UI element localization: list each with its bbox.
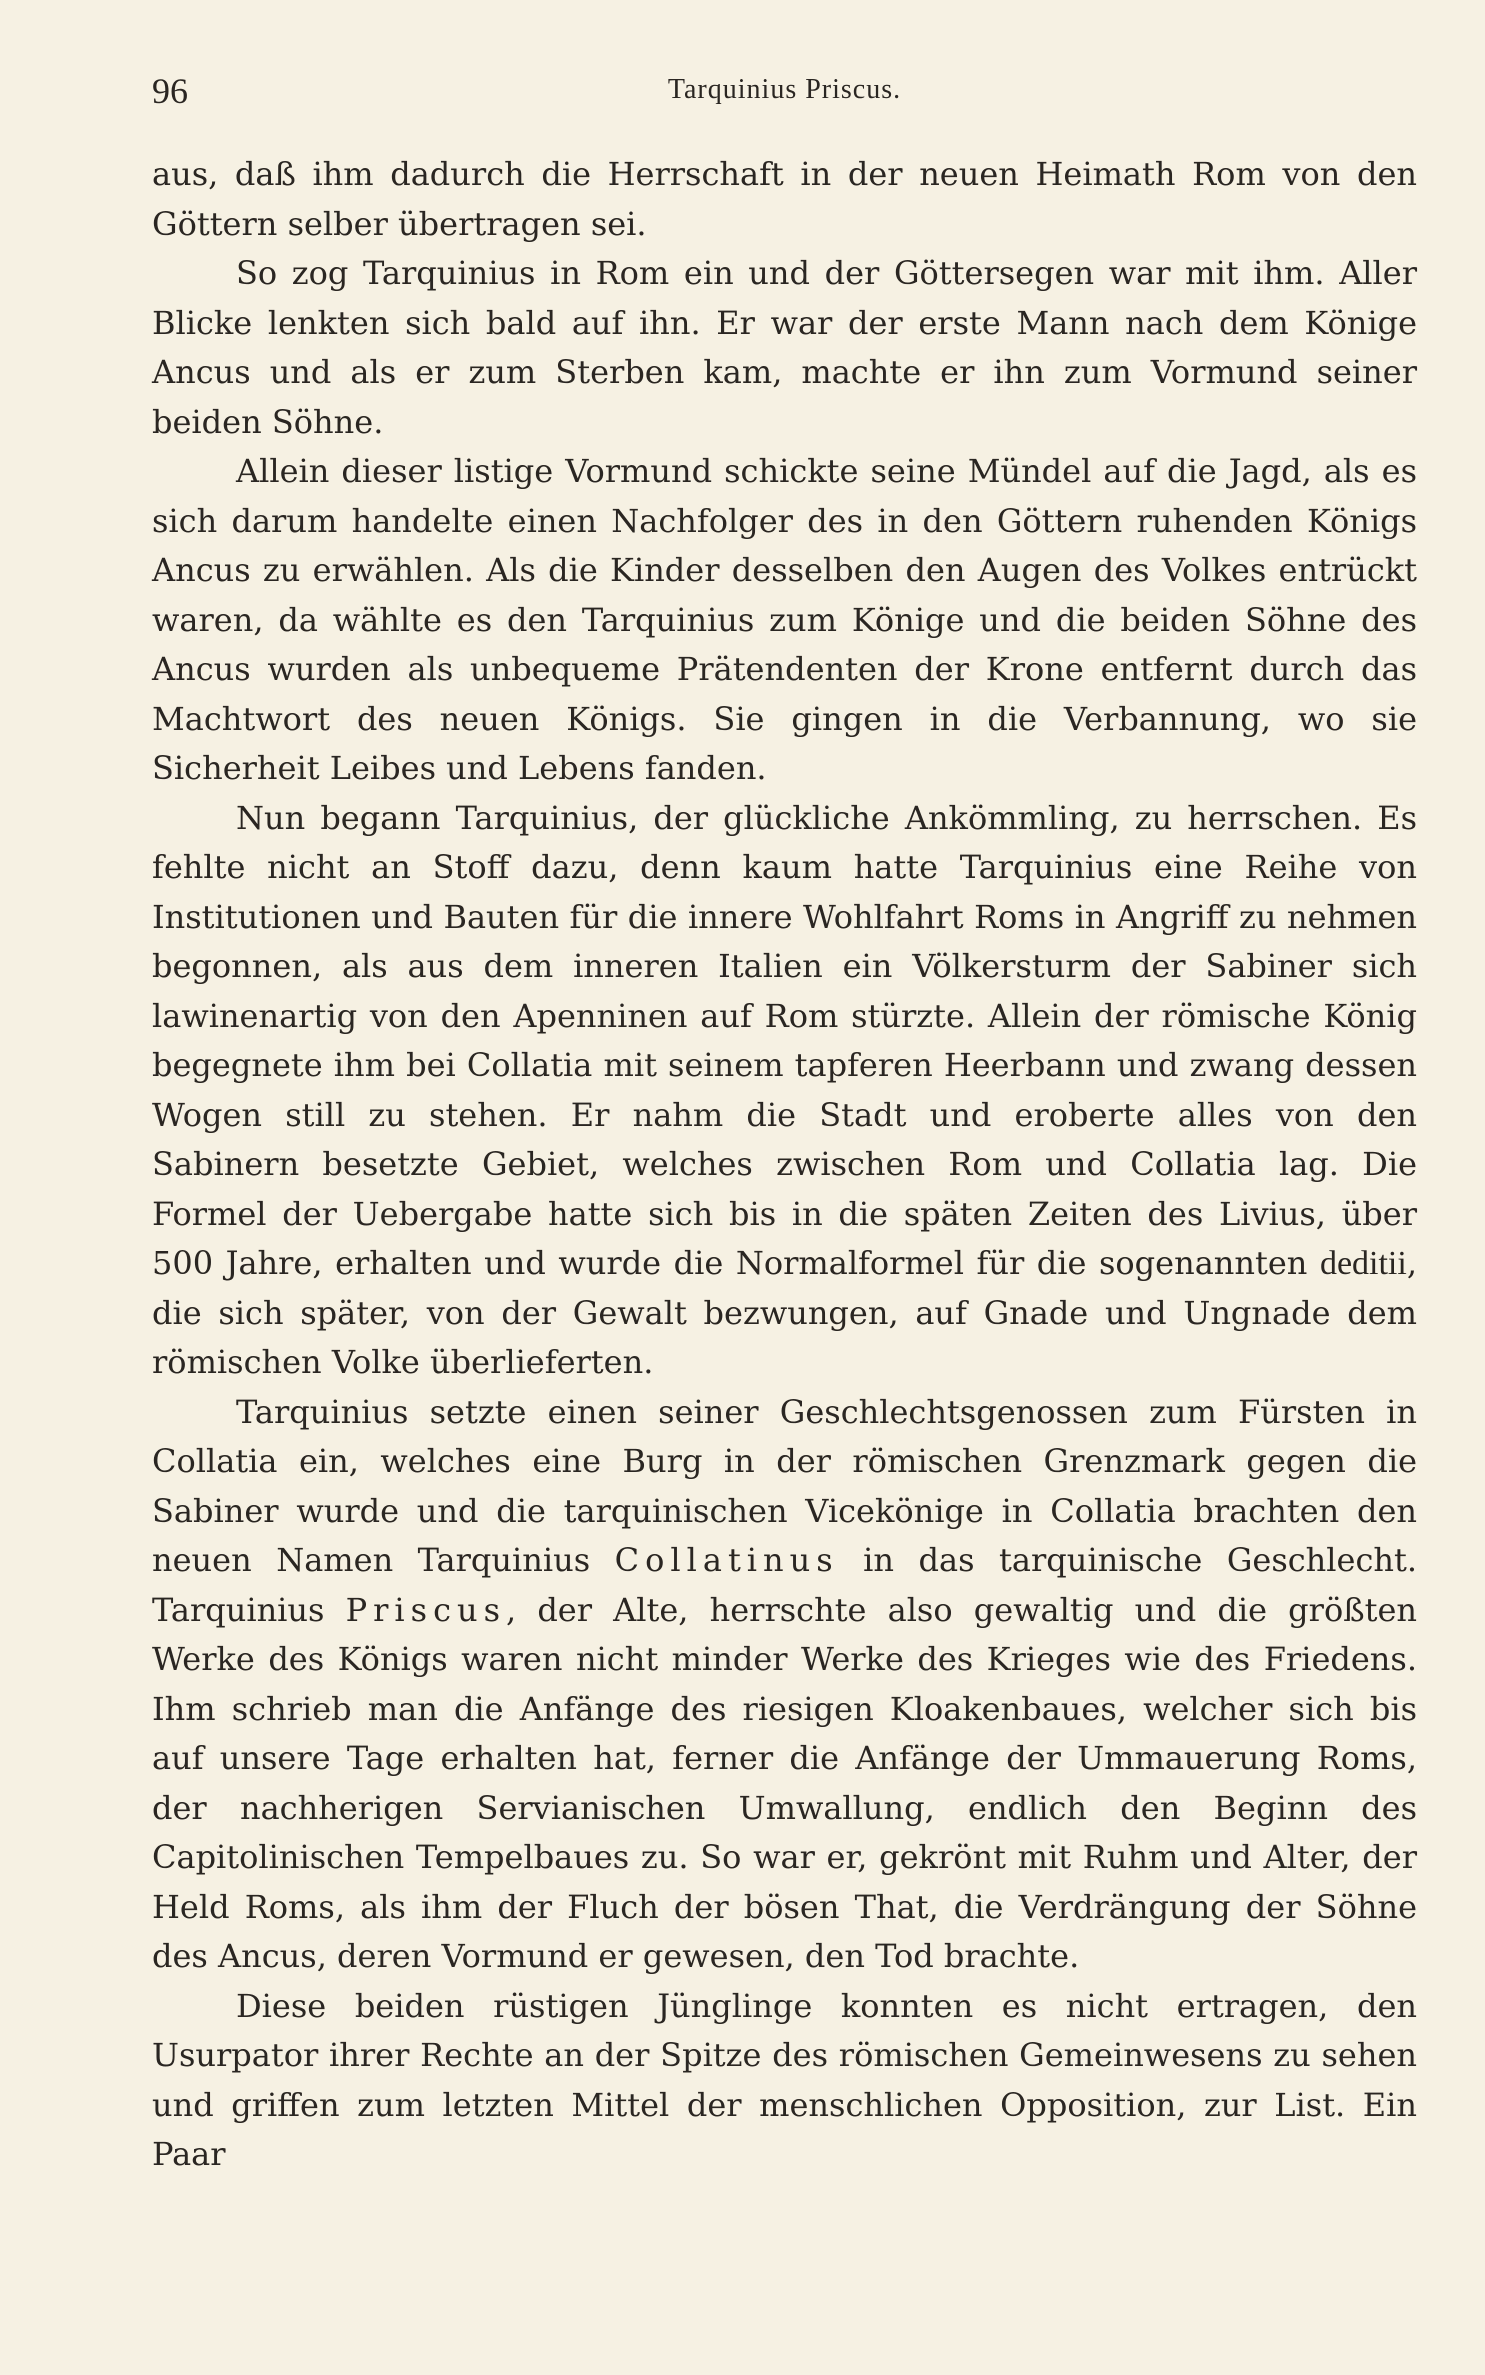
paragraph: Diese beiden rüstigen Jünglinge konnten es nicht ertragen, den Usurpator ihrer Rechte an der Spitze des römischen Gemeinwesens zu sehen und griffen zum letzten Mittel der menschlichen Opposition, zur List. Ein Paar xyxy=(152,1986,1417,2173)
paragraph-text: Nun begann Tarquinius, der glückliche Ankömmling, zu herrschen. Es fehlte nicht an Stoff dazu, denn kaum hatte Tarquinius eine Reihe von Institutionen und Bauten für die innere Wohlfahrt Roms in Angriff zu nehmen begonnen, als aus dem inneren Italien ein Völkersturm der Sabiner sich lawinenartig von den Apenninen auf Rom stürzte. Allein der römische König begegnete ihm bei Collatia mit seinem tapferen Heerbann und zwang dessen Wogen still zu stehen. Er nahm die Stadt und eroberte alles von den Sabinern besetzte Gebiet, welches zwischen Rom und Collatia lag. Die Formel der Uebergabe hatte sich bis in die späten Zeiten des Livius, über 500 Jahre, erhalten und wurde die Normalformel für die sogenannten xyxy=(152,798,1417,1282)
paragraph-text: in das tarquinische Geschlecht. Tarquinius xyxy=(152,1541,1418,1629)
body-text xyxy=(152,150,1417,2180)
paragraph: Allein dieser listige Vormund schickte seine Mündel auf die Jagd, als es sich darum handelte einen Nachfolger des in den Göttern ruhenden Königs Ancus zu erwählen. Als die Kinder desselben den Augen des Volkes entrückt waren, da wählte es den Tarquinius zum Könige und die beiden Söhne des Ancus wurden als unbequeme Prätendenten der Krone entfernt durch das Machtwort des neuen Königs. Sie gingen in die Verbannung, wo sie Sicherheit Leibes und Lebens fanden. xyxy=(152,452,1417,787)
paragraph xyxy=(152,794,1417,1388)
paragraph: aus, daß ihm dadurch die Herrschaft in der neuen Heimath Rom von den Göttern selber übertragen sei. xyxy=(152,155,1417,243)
paragraph-text: Tarquinius setzte einen seiner Geschlechtsgenossen zum Fürsten in Collatia ein, welches eine Burg in der römischen Grenzmark gegen die Sabiner wurde und die tarquinischen Vicekönige in Collatia brachten den neuen Namen Tarquinius xyxy=(152,1392,1417,1579)
running-title: Tarquinius Priscus. xyxy=(667,74,902,105)
emphasized-name: Priscus xyxy=(345,1590,507,1629)
paragraph: So zog Tarquinius in Rom ein und der Göttersegen war mit ihm. Aller Blicke lenkten sich bald auf ihn. Er war der erste Mann nach dem Könige Ancus und als er zum Sterben kam, machte er ihn zum Vormund seiner beiden Söhne. xyxy=(152,254,1417,441)
paragraph xyxy=(152,1388,1417,1982)
emphasized-name: Collatinus xyxy=(614,1541,839,1579)
paragraph-text: , der Alte, herrschte also gewaltig und die größten Werke des Königs waren nicht minder Werke des Krieges wie des Friedens. Ihm schrieb man die Anfänge des riesigen Kloakenbaues, welcher sich bis auf unsere Tage erhalten hat, ferner die Anfänge der Ummauerung Roms, der nachherigen Servianischen Umwallung, endlich den Beginn des Capitolinischen Tempelbaues zu. So war er, gekrönt mit Ruhm und Alter, der Held Roms, als ihm der Fluch der bösen That, die Verdrängung der Söhne des Ancus, deren Vormund er gewesen, den Tod brachte. xyxy=(152,1590,1418,1975)
page-header xyxy=(152,70,1417,120)
paragraph-text: , die sich später, von der Gewalt bezwungen, auf Gnade und Ungnade dem römischen Volke überlieferten. xyxy=(152,1244,1417,1381)
page-number: 96 xyxy=(152,71,188,111)
latin-term: deditii xyxy=(1319,1245,1407,1282)
